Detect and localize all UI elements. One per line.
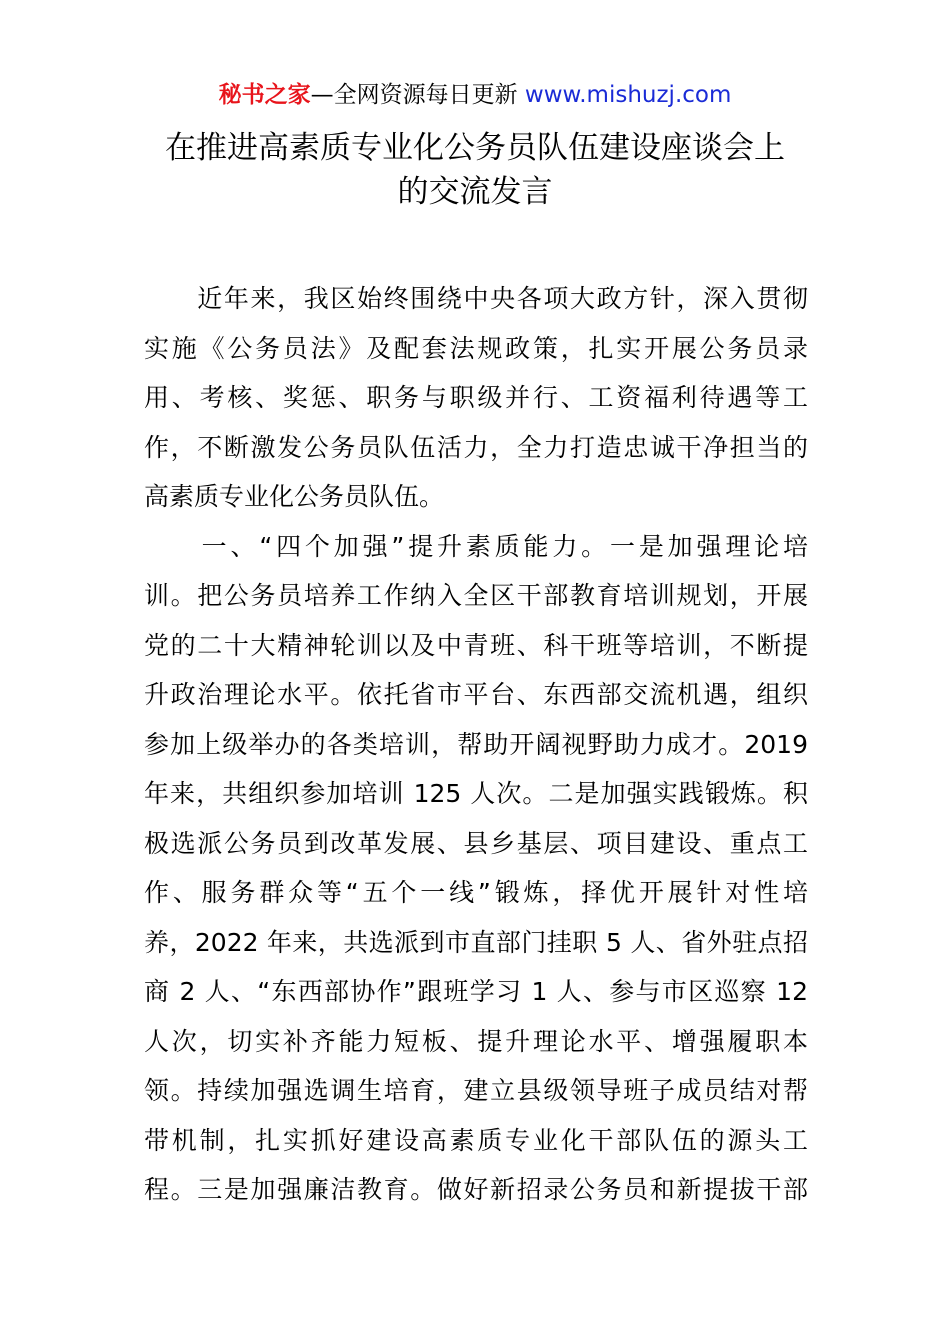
body-line: 实施《公务员法》及配套法规政策，扎实开展公务员录 (144, 333, 808, 363)
body-line: 作、服务群众等“五个一线”锻炼，择优开展针对性培 (144, 878, 808, 907)
body-line: 近年来，我区始终围绕中央各项大政方针，深入贯彻 (144, 284, 808, 313)
body-line: 训。把公务员培养工作纳入全区干部教育培训规划，开展 (144, 581, 808, 610)
body-line: 一、“四个加强”提升素质能力。一是加强理论培 (144, 531, 808, 561)
body-line: 高素质专业化公务员队伍。 (144, 482, 445, 511)
site-header (0, 78, 950, 112)
body-line: 参加上级举办的各类培训，帮助开阔视野助力成才。2019 (144, 729, 808, 759)
header-tagline: —全网资源每日更新 (310, 82, 525, 108)
body-line: 商 2 人、“东西部协作”跟班学习 1 人、参与市区巡察 12 (144, 977, 808, 1006)
body-line: 用、考核、奖惩、职务与职级并行、工资福利待遇等工 (144, 383, 808, 412)
body-line: 年来，共组织参加培训 125 人次。二是加强实践锻炼。积 (144, 779, 808, 808)
title-line-2: 的交流发言 (397, 174, 553, 210)
body-line: 升政治理论水平。依托省市平台、东西部交流机遇，组织 (144, 680, 808, 709)
body-line: 极选派公务员到改革发展、县乡基层、项目建设、重点工 (144, 828, 808, 858)
brand-name: 秘书之家 (218, 82, 311, 108)
title-line-1: 在推进高素质专业化公务员队伍建设座谈会上 (165, 130, 785, 166)
body-line: 养，2022 年来，共选派到市直部门挂职 5 人、省外驻点招 (144, 927, 808, 957)
body-line: 人次，切实补齐能力短板、提升理论水平、增强履职本 (144, 1026, 808, 1056)
body-line: 作，不断激发公务员队伍活力，全力打造忠诚干净担当的 (144, 432, 808, 462)
body-line: 党的二十大精神轮训以及中青班、科干班等培训，不断提 (144, 630, 808, 660)
document-body (144, 274, 808, 1215)
body-line: 程。三是加强廉洁教育。做好新招录公务员和新提拔干部 (144, 1175, 808, 1204)
site-url[interactable]: www.mishuzj.com (524, 82, 732, 108)
document-title (60, 126, 890, 214)
body-line: 带机制，扎实抓好建设高素质专业化干部队伍的源头工 (144, 1125, 808, 1155)
body-line: 领。持续加强选调生培育，建立县级领导班子成员结对帮 (144, 1076, 808, 1105)
